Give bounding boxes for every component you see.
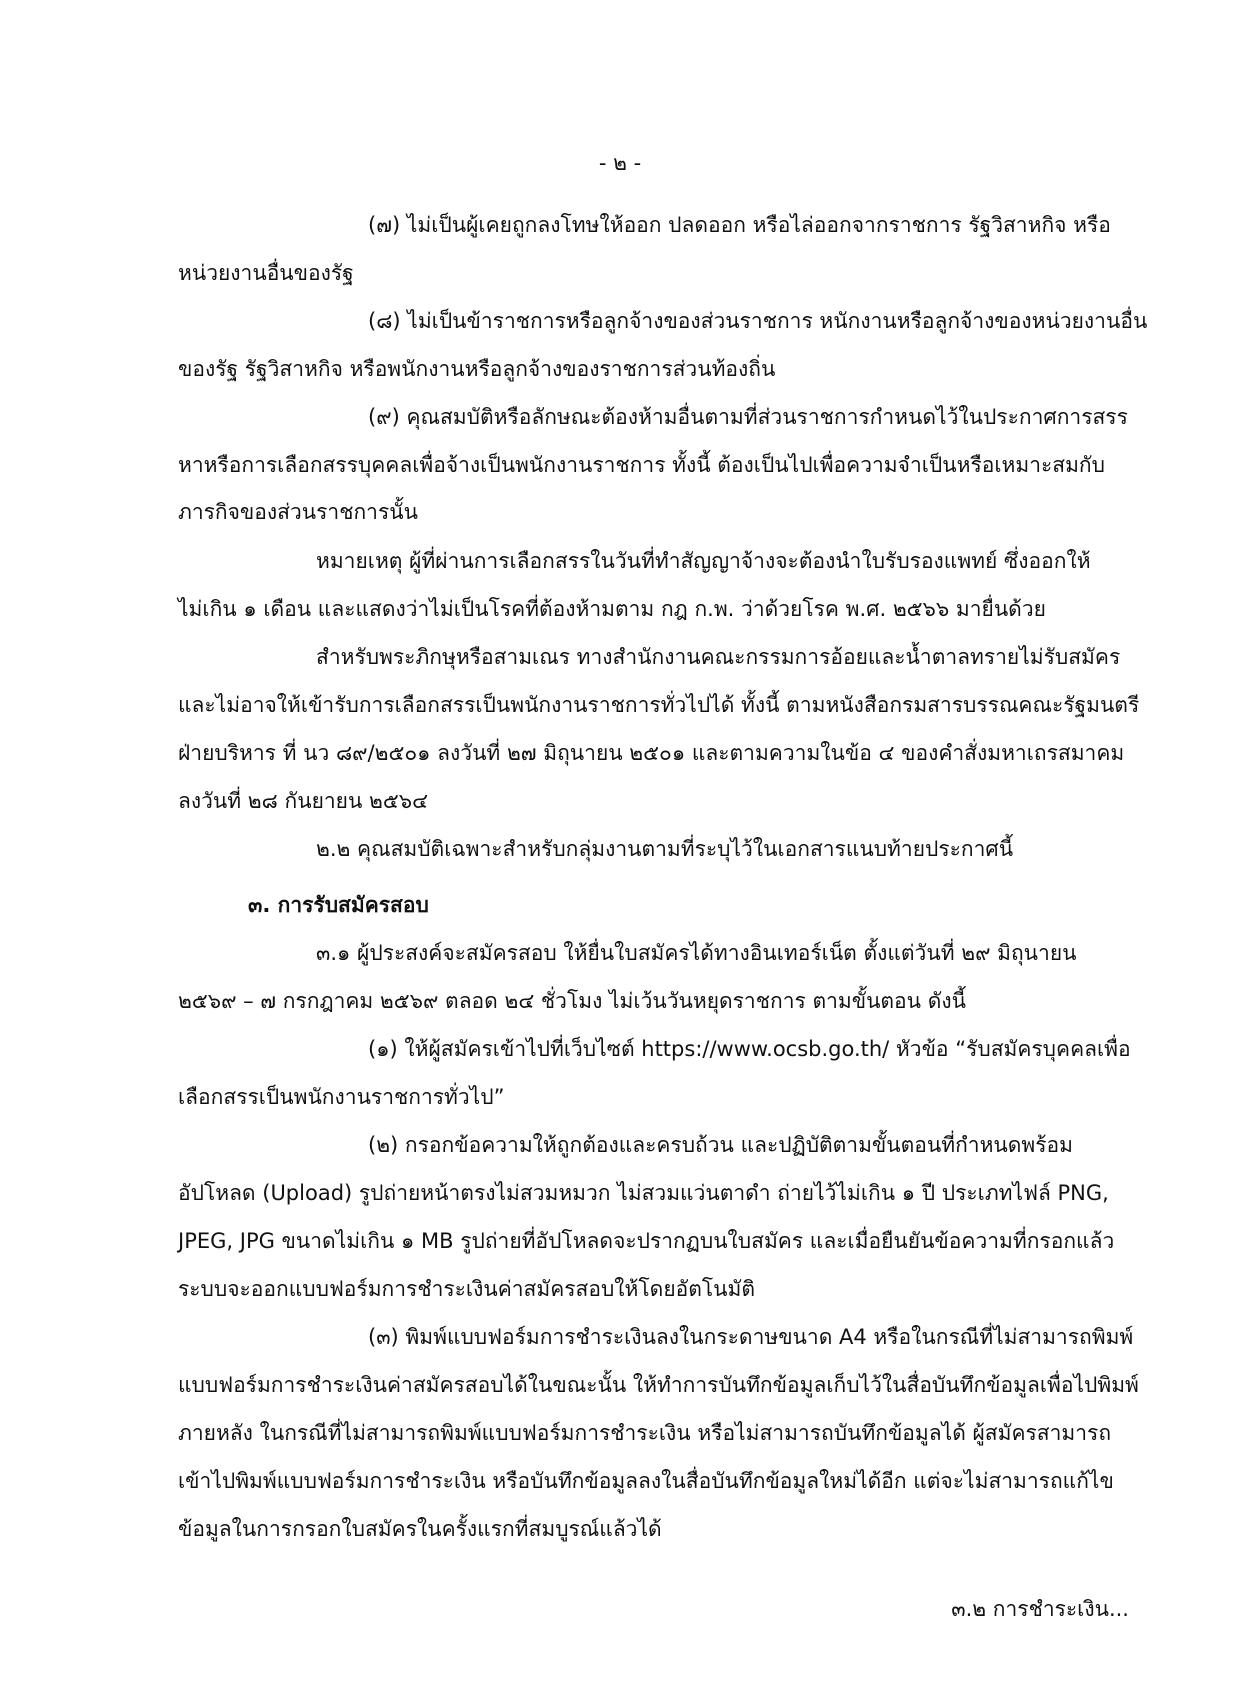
text-line: (๑) ให้ผู้สมัครเข้าไปที่เว็บไซต์ https://www.ocsb.go.th/ หัวข้อ “รับสมัครบุคคลเพื่อ [368,1037,1131,1061]
section-heading: ๓. การรับสมัครสอบ [248,893,429,917]
text-line: แบบฟอร์มการชำระเงินค่าสมัครสอบได้ในขณะนั้น ให้ทำการบันทึกข้อมูลเก็บไว้ในสื่อบันทึกข้อมูลเพื่อไปพิมพ์ [178,1373,1139,1397]
page-number: - ๒ - [598,151,642,175]
text-line: (๓) พิมพ์แบบฟอร์มการชำระเงินลงในกระดาษขนาด A4 หรือในกรณีที่ไม่สามารถพิมพ์ [368,1325,1134,1349]
text-line: เข้าไปพิมพ์แบบฟอร์มการชำระเงิน หรือบันทึกข้อมูลลงในสื่อบันทึกข้อมูลใหม่ได้อีก แต่จะไม่สามารถแก้ไข [178,1469,1114,1493]
text-line: ข้อมูลในการกรอกใบสมัครในครั้งแรกที่สมบูรณ์แล้วได้ [178,1517,662,1541]
text-line: (๒) กรอกข้อความให้ถูกต้องและครบถ้วน และปฏิบัติตามขั้นตอนที่กำหนดพร้อม [368,1133,1074,1157]
text-line: หน่วยงานอื่นของรัฐ [178,261,354,285]
text-line: ภายหลัง ในกรณีที่ไม่สามารถพิมพ์แบบฟอร์มการชำระเงิน หรือไม่สามารถบันทึกข้อมูลได้ ผู้สมัครสามารถ [178,1421,1112,1445]
text-line: JPEG, JPG ขนาดไม่เกิน ๑ MB รูปถ่ายที่อัปโหลดจะปรากฏบนใบสมัคร และเมื่อยืนยันข้อความที่กรอกแล้ว [178,1229,1115,1253]
text-line: (๘) ไม่เป็นข้าราชการหรือลูกจ้างของส่วนราชการ หนักงานหรือลูกจ้างของหน่วยงานอื่น [368,309,1148,333]
text-line: (๗) ไม่เป็นผู้เคยถูกลงโทษให้ออก ปลดออก หรือไล่ออกจากราชการ รัฐวิสาหกิจ หรือ [368,213,1111,237]
text-line: ไม่เกิน ๑ เดือน และแสดงว่าไม่เป็นโรคที่ต้องห้ามตาม กฎ ก.พ. ว่าด้วยโรค พ.ศ. ๒๕๖๖ มายื่นด้วย [178,597,1046,621]
text-line: ๒.๒ คุณสมบัติเฉพาะสำหรับกลุ่มงานตามที่ระบุไว้ในเอกสารแนบท้ายประกาศนี้ [316,837,1014,861]
text-line: (๙) คุณสมบัติหรือลักษณะต้องห้ามอื่นตามที่ส่วนราชการกำหนดไว้ในประกาศการสรร [368,405,1128,429]
text-line: หาหรือการเลือกสรรบุคคลเพื่อจ้างเป็นพนักงานราชการ ทั้งนี้ ต้องเป็นไปเพื่อความจำเป็นหรือเหมาะสมกับ [178,453,1105,477]
text-line: ภารกิจของส่วนราชการนั้น [178,500,418,524]
continuation-marker: ๓.๒ การชำระเงิน... [951,1597,1129,1621]
text-line: เลือกสรรเป็นพนักงานราชการทั่วไป” [178,1085,505,1109]
text-line: สำหรับพระภิกษุหรือสามเณร ทางสำนักงานคณะกรรมการอ้อยและน้ำตาลทรายไม่รับสมัคร [316,645,1121,669]
text-line: ลงวันที่ ๒๘ กันยายน ๒๕๖๔ [178,789,428,813]
text-line: และไม่อาจให้เข้ารับการเลือกสรรเป็นพนักงานราชการทั่วไปได้ ทั้งนี้ ตามหนังสือกรมสารบรรณคณะรัฐมนตรี [178,693,1140,717]
note-text: หมายเหตุ ผู้ที่ผ่านการเลือกสรรในวันที่ทำสัญญาจ้างจะต้องนำใบรับรองแพทย์ ซึ่งออกให้ [316,549,1091,573]
text-line: ๓.๑ ผู้ประสงค์จะสมัครสอบ ให้ยื่นใบสมัครได้ทางอินเทอร์เน็ต ตั้งแต่วันที่ ๒๙ มิถุนายน [316,941,1077,965]
text-line: ระบบจะออกแบบฟอร์มการชำระเงินค่าสมัครสอบให้โดยอัตโนมัติ [178,1277,755,1301]
text-line: ของรัฐ รัฐวิสาหกิจ หรือพนักงานหรือลูกจ้างของราชการส่วนท้องถิ่น [178,357,776,381]
text-line: ฝ่ายบริหาร ที่ นว ๘๙/๒๕๐๑ ลงวันที่ ๒๗ มิถุนายน ๒๕๐๑ และตามความในข้อ ๔ ของคำสั่งมหาเถรสมาคม [178,741,1125,765]
text-line: อัปโหลด (Upload) รูปถ่ายหน้าตรงไม่สวมหมวก ไม่สวมแว่นตาดำ ถ่ายไว้ไม่เกิน ๑ ปี ประเภทไฟล์ PNG, [178,1181,1109,1205]
text-line: ๒๕๖๙ – ๗ กรกฎาคม ๒๕๖๙ ตลอด ๒๔ ชั่วโมง ไม่เว้นวันหยุดราชการ ตามขั้นตอน ดังนี้ [178,989,966,1013]
